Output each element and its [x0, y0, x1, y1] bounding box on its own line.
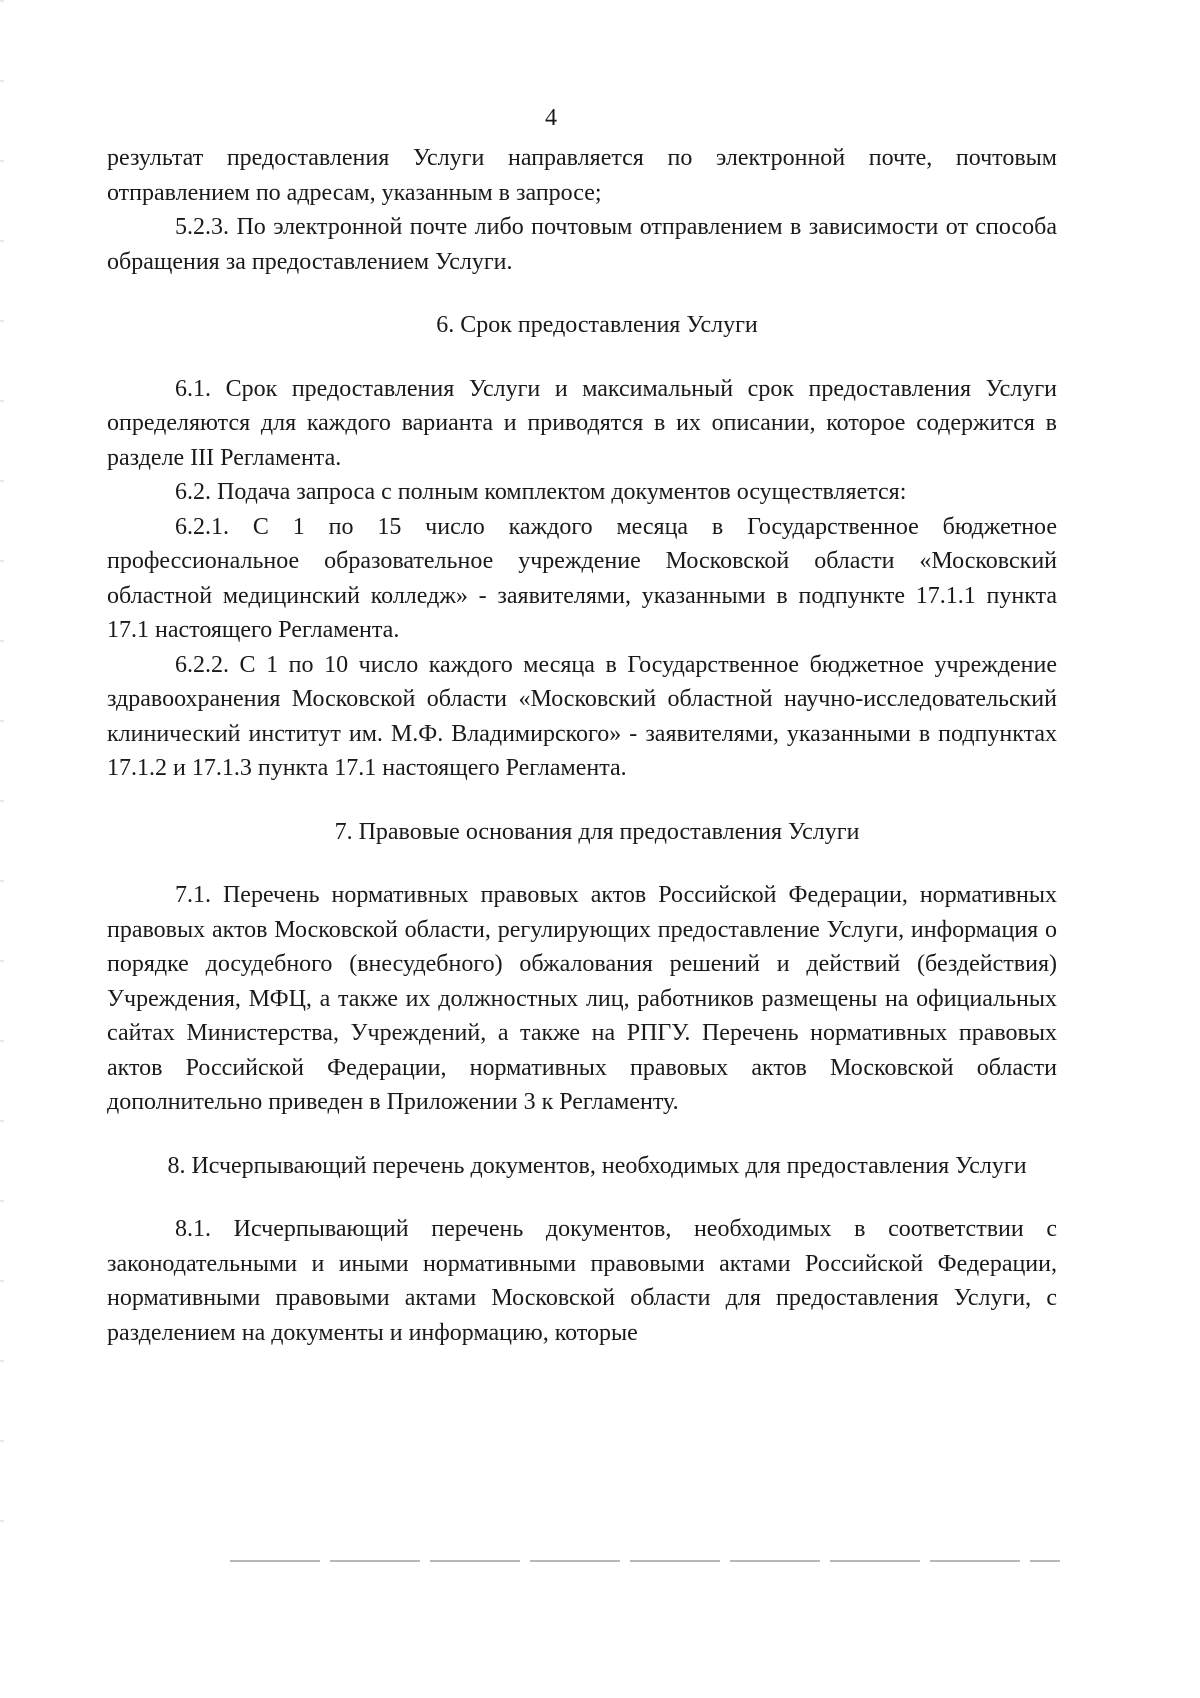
paragraph-6-1: 6.1. Срок предоставления Услуги и максимальный срок предоставления Услуги определяются для каждого варианта и приводятся в их описании, которое содержится в разделе III Регламента.: [107, 375, 1057, 471]
scan-margin-artifact: [0, 0, 4, 1568]
paragraph-8-1: 8.1. Исчерпывающий перечень документов, необходимых в соответствии с законодательными и иными нормативными правовыми актами Российской Федерации, нормативными правовыми актами Московской области для предоставления Услуги, с разделением на документы и информацию, которые: [107, 1216, 1057, 1346]
paragraph-5-2-2-continuation: результат предоставления Услуги направляется по электронной почте, почтовым отправлением по адресам, указанным в запросе;: [107, 145, 1057, 206]
section-heading-8: 8. Исчерпывающий перечень документов, необходимых для предоставления Услуги: [167, 1152, 1027, 1179]
paragraph-6-2-1: 6.2.1. С 1 по 15 число каждого месяца в Государственное бюджетное профессиональное образовательное учреждение Московской области «Московский областной медицинский колледж» - заявителями, указанными в подпункте 17.1.1 пункта 17.1 настоящего Регламента.: [107, 513, 1057, 643]
section-heading-6: 6. Срок предоставления Услуги: [436, 312, 758, 338]
scan-bottom-artifact: [230, 1560, 1060, 1562]
paragraph-7-1: 7.1. Перечень нормативных правовых актов Российской Федерации, нормативных правовых актов Московской области, регулирующих предоставление Услуги, информация о порядке досудебного (внесудебного) обжалования решений и действий (бездействия) Учреждения, МФЦ, а также их должностных лиц, работников размещены на официальных сайтах Министерства, Учреждений, а также на РПГУ. Перечень нормативных правовых актов Российской Федерации, нормативных правовых актов Московской области дополнительно приведен в Приложении 3 к Регламенту.: [107, 882, 1057, 1115]
paragraph-6-2-2: 6.2.2. С 1 по 10 число каждого месяца в Государственное бюджетное учреждение здравоохранения Московской области «Московский областной научно-исследовательский клинический институт им. М.Ф. Владимирского» - заявителями, указанными в подпунктах 17.1.2 и 17.1.3 пункта 17.1 настоящего Регламента.: [107, 651, 1057, 781]
paragraph-6-2: 6.2. Подача запроса с полным комплектом документов осуществляется:: [175, 479, 907, 505]
paragraph-5-2-3: 5.2.3. По электронной почте либо почтовым отправлением в зависимости от способа обращения за предоставлением Услуги.: [107, 214, 1057, 275]
document-body: [107, 141, 1057, 1350]
page-number: 4: [545, 105, 557, 131]
section-heading-7: 7. Правовые основания для предоставления Услуги: [334, 818, 860, 845]
